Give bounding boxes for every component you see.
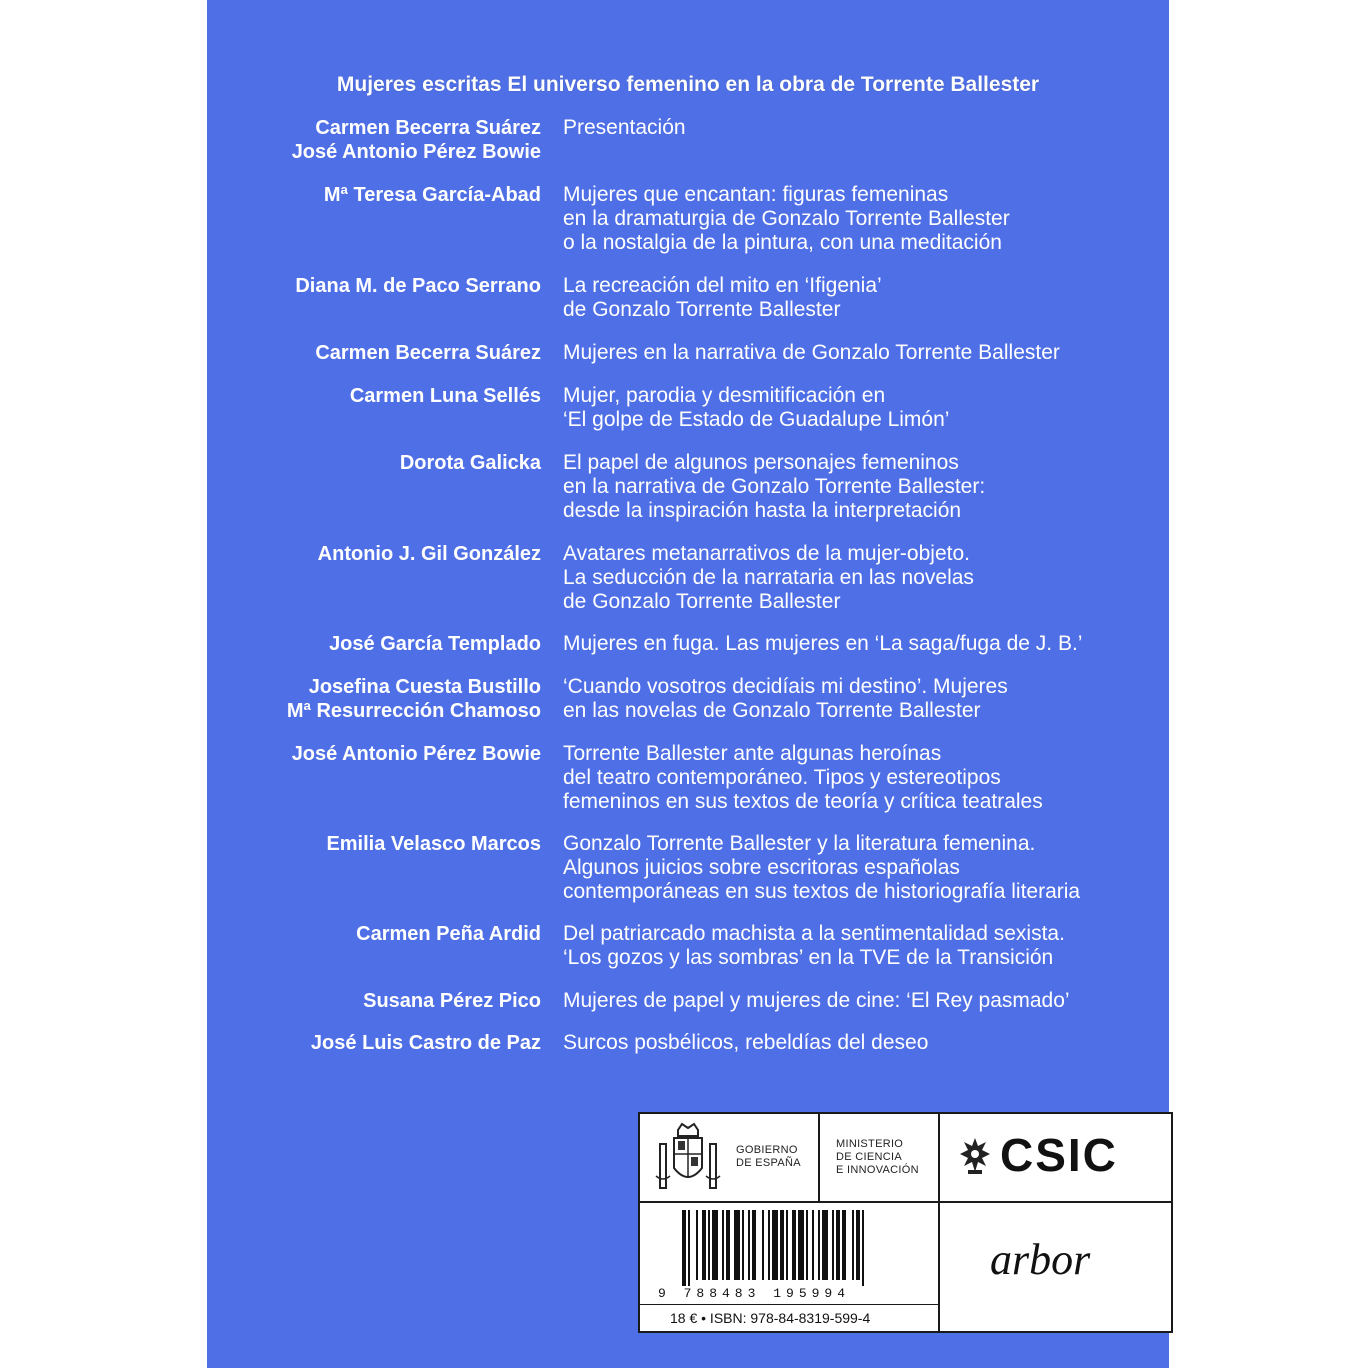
work-title-line: Mujer, parodia y desmitificación en bbox=[563, 384, 886, 407]
author-name: José Antonio Pérez Bowie bbox=[291, 141, 541, 163]
entry-work-title bbox=[563, 675, 1008, 723]
entry-authors bbox=[295, 274, 541, 298]
work-title-line: Surcos posbélicos, rebeldías del deseo bbox=[563, 1031, 929, 1054]
gobierno-line-1: GOBIERNO bbox=[736, 1144, 798, 1156]
book-title: Mujeres escritas El universo femenino en la obra de Torrente Ballester bbox=[336, 73, 1040, 96]
barcode-bar bbox=[772, 1210, 778, 1280]
author-name: Carmen Peña Ardid bbox=[356, 923, 541, 945]
barcode-digits: 9 788483 195994 bbox=[658, 1286, 851, 1301]
work-title-line: femeninos en sus textos de teoría y crítica teatrales bbox=[563, 790, 1043, 813]
book-back-cover bbox=[207, 0, 1169, 1368]
author-name: Carmen Luna Sellés bbox=[349, 385, 541, 407]
work-title-line: Del patriarcado machista a la sentimentalidad sexista. bbox=[563, 922, 1065, 945]
entry-work-title bbox=[563, 1031, 928, 1055]
author-name: Diana M. de Paco Serrano bbox=[295, 275, 541, 297]
entry-authors bbox=[311, 1031, 541, 1055]
entry-authors bbox=[326, 832, 541, 856]
author-name: Dorota Galicka bbox=[399, 452, 541, 474]
work-title-line: Algunos juicios sobre escritoras españolas bbox=[563, 856, 960, 879]
barcode-bar bbox=[842, 1210, 846, 1280]
barcode-bar bbox=[708, 1210, 710, 1280]
barcode-bar bbox=[742, 1210, 744, 1280]
coat-of-arms-icon bbox=[652, 1120, 732, 1196]
author-name: Mª Resurrección Chamoso bbox=[286, 700, 541, 722]
work-title-line: en la dramaturgia de Gonzalo Torrente Ballester bbox=[563, 207, 1010, 230]
author-name: Josefina Cuesta Bustillo bbox=[308, 676, 541, 698]
gobierno-line-2: DE ESPAÑA bbox=[736, 1157, 801, 1169]
entry-authors bbox=[315, 341, 541, 365]
barcode-bar bbox=[856, 1210, 860, 1280]
entry-authors bbox=[400, 451, 541, 475]
work-title-line: desde la inspiración hasta la interpretación bbox=[563, 499, 962, 522]
ministerio-label bbox=[836, 1138, 919, 1177]
barcode-bar bbox=[862, 1210, 864, 1286]
barcode-bar bbox=[806, 1210, 808, 1280]
arbor-logo-text: arbor bbox=[990, 1235, 1091, 1284]
entry-authors bbox=[329, 632, 541, 656]
work-title-line: en las novelas de Gonzalo Torrente Ballester bbox=[563, 699, 981, 722]
entry-authors bbox=[287, 675, 541, 723]
entry-work-title bbox=[563, 989, 1070, 1013]
entry-work-title bbox=[563, 542, 974, 614]
author-name: José Luis Castro de Paz bbox=[310, 1032, 541, 1054]
barcode-bar bbox=[702, 1210, 706, 1280]
author-name: Antonio J. Gil González bbox=[317, 543, 541, 565]
barcode-bar bbox=[762, 1210, 764, 1280]
work-title-line: Mujeres en la narrativa de Gonzalo Torrente Ballester bbox=[563, 341, 1060, 364]
publisher-panel bbox=[638, 1112, 1173, 1333]
work-title-line: contemporáneas en sus textos de historiografía literaria bbox=[563, 880, 1081, 903]
work-title-line: Avatares metanarrativos de la mujer-objeto. bbox=[563, 542, 970, 565]
entry-work-title bbox=[563, 922, 1065, 970]
work-title-line: Gonzalo Torrente Ballester y la literatura femenina. bbox=[563, 832, 1036, 855]
author-name: Carmen Becerra Suárez bbox=[315, 342, 541, 364]
barcode-bar bbox=[726, 1210, 730, 1280]
entry-authors bbox=[324, 183, 541, 207]
work-title-line: ‘El golpe de Estado de Guadalupe Limón’ bbox=[563, 408, 950, 431]
author-name: José García Templado bbox=[329, 633, 541, 655]
entry-authors bbox=[350, 384, 541, 408]
work-title-line: El papel de algunos personajes femeninos bbox=[563, 451, 959, 474]
barcode-bar bbox=[818, 1210, 820, 1280]
entry-work-title bbox=[563, 742, 1043, 814]
author-name: Mª Teresa García-Abad bbox=[323, 184, 541, 206]
barcode-bar bbox=[696, 1210, 698, 1280]
work-title-line: o la nostalgia de la pintura, con una meditación bbox=[563, 231, 1002, 254]
csic-emblem-icon bbox=[958, 1136, 992, 1181]
entry-work-title bbox=[563, 451, 985, 523]
author-name: Carmen Becerra Suárez bbox=[315, 117, 541, 139]
barcode-bar bbox=[812, 1210, 814, 1280]
ministerio-line-2: DE CIENCIA bbox=[836, 1151, 902, 1163]
entry-work-title bbox=[563, 384, 949, 432]
barcode-bar bbox=[852, 1210, 854, 1280]
entry-work-title bbox=[563, 183, 1010, 255]
entry-work-title bbox=[563, 832, 1080, 904]
work-title-line: en la narrativa de Gonzalo Torrente Ballester: bbox=[563, 475, 986, 498]
barcode-bar bbox=[712, 1210, 718, 1280]
barcode-bar bbox=[688, 1210, 690, 1286]
barcode-bar bbox=[682, 1210, 686, 1286]
entry-authors bbox=[292, 116, 541, 164]
entry-work-title bbox=[563, 632, 1082, 656]
entry-work-title bbox=[563, 116, 686, 140]
barcode-bar bbox=[734, 1210, 740, 1280]
author-name: Susana Pérez Pico bbox=[363, 990, 541, 1012]
barcode-bar bbox=[832, 1210, 834, 1280]
entry-authors bbox=[356, 922, 541, 946]
entry-work-title bbox=[563, 274, 882, 322]
work-title-line: ‘Cuando vosotros decidíais mi destino’. Mujeres bbox=[563, 675, 1008, 698]
work-title-line: Mujeres en fuga. Las mujeres en ‘La saga/fuga de J. B.’ bbox=[563, 632, 1083, 655]
entry-authors bbox=[292, 742, 541, 766]
barcode-bar bbox=[792, 1210, 796, 1280]
ministerio-line-3: E INNOVACIÓN bbox=[836, 1164, 919, 1176]
author-name: Emilia Velasco Marcos bbox=[326, 833, 541, 855]
barcode-bar bbox=[768, 1210, 770, 1280]
entry-authors bbox=[363, 989, 541, 1013]
work-title-line: de Gonzalo Torrente Ballester bbox=[563, 298, 841, 321]
work-title-line: La seducción de la narrataria en las novelas bbox=[563, 566, 974, 589]
barcode-bar bbox=[822, 1210, 828, 1280]
barcode-bar bbox=[748, 1210, 750, 1280]
work-title-line: de Gonzalo Torrente Ballester bbox=[563, 590, 841, 613]
csic-logo-text: CSIC bbox=[1000, 1129, 1118, 1181]
author-name: José Antonio Pérez Bowie bbox=[291, 743, 541, 765]
work-title-line: ‘Los gozos y las sombras’ en la TVE de la Transición bbox=[563, 946, 1054, 969]
barcode-bar bbox=[786, 1210, 788, 1280]
ministerio-line-1: MINISTERIO bbox=[836, 1138, 904, 1150]
entry-authors bbox=[318, 542, 541, 566]
gobierno-label bbox=[736, 1144, 801, 1170]
work-title-line: Mujeres que encantan: figuras femeninas bbox=[563, 183, 949, 206]
barcode-bar bbox=[752, 1210, 756, 1280]
barcode-bar bbox=[780, 1210, 784, 1280]
barcode-bar bbox=[836, 1210, 840, 1280]
work-title-line: Mujeres de papel y mujeres de cine: ‘El Rey pasmado’ bbox=[563, 989, 1070, 1012]
price-isbn: 18 € • ISBN: 978-84-8319-599-4 bbox=[670, 1310, 871, 1326]
work-title-line: del teatro contemporáneo. Tipos y estereotipos bbox=[563, 766, 1001, 789]
entry-work-title bbox=[563, 341, 1060, 365]
barcode-bar bbox=[798, 1210, 804, 1280]
barcode-icon bbox=[678, 1210, 928, 1286]
work-title-line: Presentación bbox=[563, 116, 686, 139]
barcode-bar bbox=[722, 1210, 724, 1280]
work-title-line: La recreación del mito en ‘Ifigenia’ bbox=[563, 274, 882, 297]
work-title-line: Torrente Ballester ante algunas heroínas bbox=[563, 742, 942, 765]
